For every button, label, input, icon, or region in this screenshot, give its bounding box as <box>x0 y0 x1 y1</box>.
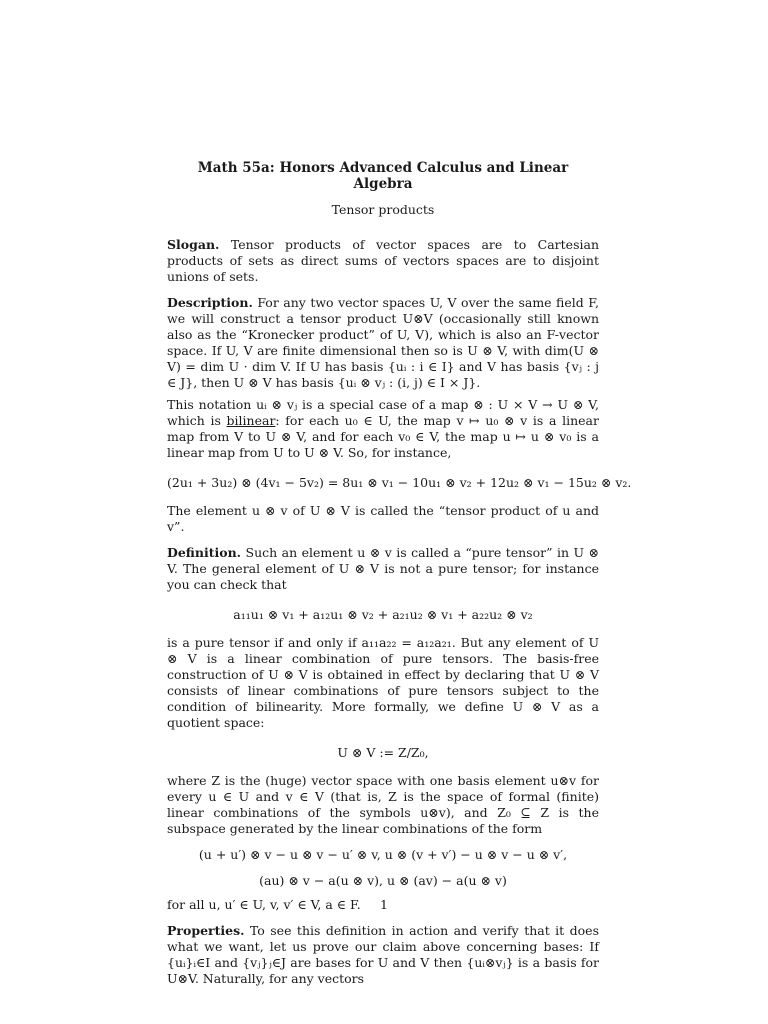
properties-paragraph <box>167 923 599 987</box>
document-title: Math 55a: Honors Advanced Calculus and Linear Algebra <box>197 160 569 192</box>
document-page <box>167 160 632 987</box>
notation-paragraph <box>167 397 599 461</box>
bilinear-term: bilinear <box>226 413 276 428</box>
slogan-text: Tensor products of vector spaces are to Cartesian products of sets as direct sums of vectors spaces are to disjoint unions of sets. <box>167 237 599 284</box>
where-paragraph: where Z is the (huge) vector space with one basis element u⊗v for every u ∈ U and v ∈ V (that is, Z is the space of formal (finite) linear combinations of the symbols u⊗v), and Z₀ ⊆ Z is the subspace generated by the linear combinations of the form <box>167 773 599 836</box>
equation-quotient: U ⊗ V := Z/Z₀, <box>337 745 429 760</box>
equation-additivity: (u + u′) ⊗ v − u ⊗ v − u′ ⊗ v, u ⊗ (v + v′) − u ⊗ v − u ⊗ v′, <box>198 847 568 862</box>
element-paragraph: The element u ⊗ v of U ⊗ V is called the “tensor product of u and v”. <box>167 503 599 534</box>
notation-text-after: : for each u₀ ∈ U, the map v ↦ u₀ ⊗ v is a linear map from V to U ⊗ V, and for each v₀ ∈ V, the map u ↦ u ⊗ v₀ is a linear map from U to U ⊗ V. So, for instance, <box>167 413 599 460</box>
equation-homogeneity: (au) ⊗ v − a(u ⊗ v), u ⊗ (av) − a(u ⊗ v) <box>259 873 507 888</box>
description-paragraph <box>167 295 599 391</box>
definition-paragraph <box>167 545 599 593</box>
equation-general-element: a₁₁u₁ ⊗ v₁ + a₁₂u₁ ⊗ v₂ + a₂₁u₂ ⊗ v₁ + a₂₂u₂ ⊗ v₂ <box>233 607 533 622</box>
properties-lead: Properties. <box>167 923 245 938</box>
description-text: For any two vector spaces U, V over the same field F, we will construct a tensor product U⊗V (occasionally still known also as the “Kronecker product” of U, V), which is also an F-vector space. If U, V are finite dimensional then so is U ⊗ V, with dim(U ⊗ V) = dim U · dim V. If U has basis {uᵢ : i ∈ I} and V has basis {vⱼ : j ∈ J}, then U ⊗ V has basis {uᵢ ⊗ vⱼ : (i, j) ∈ I × J}. <box>167 295 599 390</box>
notation-text-before: This notation uᵢ ⊗ vⱼ is a special case of a map ⊗ : U × V → U ⊗ V, which is <box>167 397 599 428</box>
pure-tensor-paragraph: is a pure tensor if and only if a₁₁a₂₂ = a₁₂a₂₁. But any element of U ⊗ V is a linear combination of pure tensors. The basis-free construction of U ⊗ V is obtained in effect by declaring that U ⊗ V consists of linear combinations of pure tensors subject to the condition of bilinearity. More formally, we define U ⊗ V as a quotient space: <box>167 635 599 730</box>
slogan-lead: Slogan. <box>167 237 220 252</box>
equation-expansion: (2u₁ + 3u₂) ⊗ (4v₁ − 5v₂) = 8u₁ ⊗ v₁ − 10u₁ ⊗ v₂ + 12u₂ ⊗ v₁ − 15u₂ ⊗ v₂. <box>167 475 632 490</box>
description-lead: Description. <box>167 295 253 310</box>
slogan-paragraph <box>167 237 599 285</box>
document-subtitle: Tensor products <box>331 202 435 217</box>
definition-lead: Definition. <box>167 545 242 560</box>
properties-text: To see this definition in action and verify that it does what we want, let us prove our claim above concerning bases: If {uᵢ}ᵢ∈I and {vⱼ}ⱼ∈J are bases for U and V then {uᵢ⊗vⱼ} is a basis for U⊗V. Naturally, for any vectors <box>167 923 599 986</box>
forall-paragraph: for all u, u′ ∈ U, v, v′ ∈ V, a ∈ F. <box>167 897 361 912</box>
definition-text: Such an element u ⊗ v is called a “pure tensor” in U ⊗ V. The general element of U ⊗ V is not a pure tensor; for instance you can check that <box>167 545 599 592</box>
page-number: 1 <box>380 897 388 912</box>
